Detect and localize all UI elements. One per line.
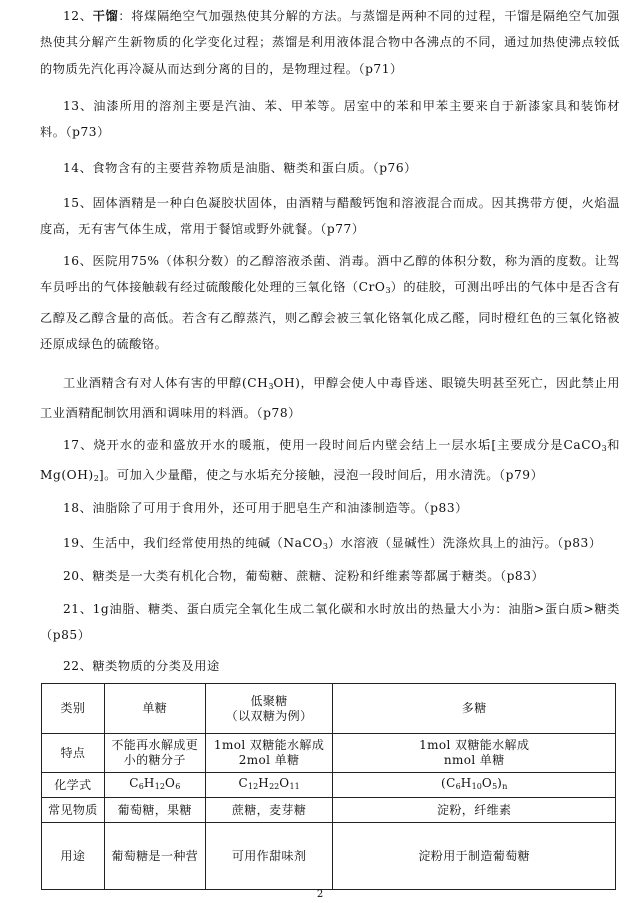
row-label-formula: 化学式 — [42, 773, 105, 798]
item-18: 18、油脂除了可用于食用外，还可用于肥皂生产和油漆制造等。（p83） — [63, 501, 468, 515]
table-row — [42, 798, 616, 823]
row-label-common: 常见物质 — [42, 798, 105, 823]
cell-common-poly: 淀粉，纤维素 — [333, 798, 616, 823]
cell-feature-mono: 不能再水解成更小的糖分子 — [104, 734, 205, 773]
cell-usage-mono: 葡萄糖是一种营 — [104, 823, 205, 890]
cell-formula-poly: $(C_6H_{10}O_5)_n$ — [333, 773, 616, 798]
header-monosaccharide: 单糖 — [104, 684, 205, 734]
row-label-usage: 用途 — [42, 823, 105, 890]
header-polysaccharide: 多糖 — [333, 684, 616, 734]
item-13: 13、油漆所用的溶剂主要是汽油、苯、甲苯等。居室中的苯和甲苯主要来自于新漆家具和装饰材料。（p73） — [40, 99, 620, 140]
item-16: 16、医院用75%（体积分数）的乙醇溶液杀菌、消毒。酒中乙醇的体积分数，称为酒的度数。让驾车员呼出的气体接触载有经过硫酸酸化处理的三氧化铬（CrO$_3$）的硅胶，可测出呼出的气体中是否含有乙醇及乙醇含量的高低。若含有乙醇蒸汽，则乙醇会被三氧化铬氧化成乙醛，同时橙红色的三氧化铬被还原成绿色的硫酸铬。 — [40, 254, 621, 352]
header-category: 类别 — [42, 684, 105, 734]
item-22: 22、糖类物质的分类及用途 — [63, 659, 220, 673]
item-21: 21、1g油脂、糖类、蛋白质完全氧化生成二氧化碳和水时放出的热量大小为：油脂>蛋白质>糖类（p85） — [40, 602, 620, 643]
item-17: 17、烧开水的壶和盛放开水的暖瓶，使用一段时间后内壁会结上一层水垢[主要成分是CaCO$_3$和$Mg(OH)_2$]。可加入少量醋，使之与水垢充分接触，浸泡一段时间后，用水清洗。（p79） — [40, 438, 620, 484]
item-15: 15、固体酒精是一种白色凝胶状固体，由酒精与醋酸钙饱和溶液混合而成。因其携带方便，火焰温度高，无有害气体生成，常用于餐馆或野外就餐。（p77） — [40, 196, 620, 237]
item-14: 14、食物含有的主要营养物质是油脂、糖类和蛋白质。（p76） — [63, 161, 417, 175]
cell-common-mono: 葡萄糖，果糖 — [104, 798, 205, 823]
cell-formula-mono: $C_6H_{12}O_6$ — [104, 773, 205, 798]
cell-usage-poly: 淀粉用于制造葡萄糖 — [333, 823, 616, 890]
cell-feature-poly: 1mol 双糖能水解成 nmol 单糖 — [333, 734, 616, 773]
table-row — [42, 734, 616, 773]
cell-usage-oligo: 可用作甜味剂 — [205, 823, 333, 890]
table-header-row — [42, 684, 616, 734]
term-dry-distillation: 干馏 — [92, 9, 119, 23]
cell-feature-oligo: 1mol 双糖能水解成 2mol 单糖 — [205, 734, 333, 773]
table-row — [42, 823, 616, 890]
item-19: 19、生活中，我们经常使用热的纯碱（NaCO$_3$）水溶液（显碱性）洗涤炊具上的油污。（p83） — [63, 536, 602, 551]
table-row — [42, 773, 616, 798]
item-20: 20、糖类是一大类有机化合物，葡萄糖、蔗糖、淀粉和纤维素等都属于糖类。（p83） — [63, 569, 545, 583]
item-12: 12、干馏：将煤隔绝空气加强热使其分解的方法。与蒸馏是两种不同的过程，干馏是隔绝空气加强热使其分解产生新物质的化学变化过程；蒸馏是利用液体混合物中各沸点的不同，通过加热使沸点较低的物质先汽化再冷凝从而达到分离的目的，是物理过程。（p71） — [40, 9, 620, 76]
cell-common-oligo: 蔗糖，麦芽糖 — [205, 798, 333, 823]
page-number: 2 — [316, 889, 324, 900]
cell-formula-oligo: $C_{12}H_{22}O_{11}$ — [205, 773, 333, 798]
item-16-industrial-alcohol: 工业酒精含有对人体有害的甲醇$(CH_3OH)$，甲醇会使人中毒昏迷、眼镜失明甚至死亡，因此禁止用工业酒精配制饮用酒和调味用的料酒。（p78） — [40, 376, 620, 421]
header-oligosaccharide: 低聚糖 （以双糖为例） — [205, 684, 333, 734]
sugar-classification-table — [41, 683, 616, 890]
row-label-feature: 特点 — [42, 734, 105, 773]
